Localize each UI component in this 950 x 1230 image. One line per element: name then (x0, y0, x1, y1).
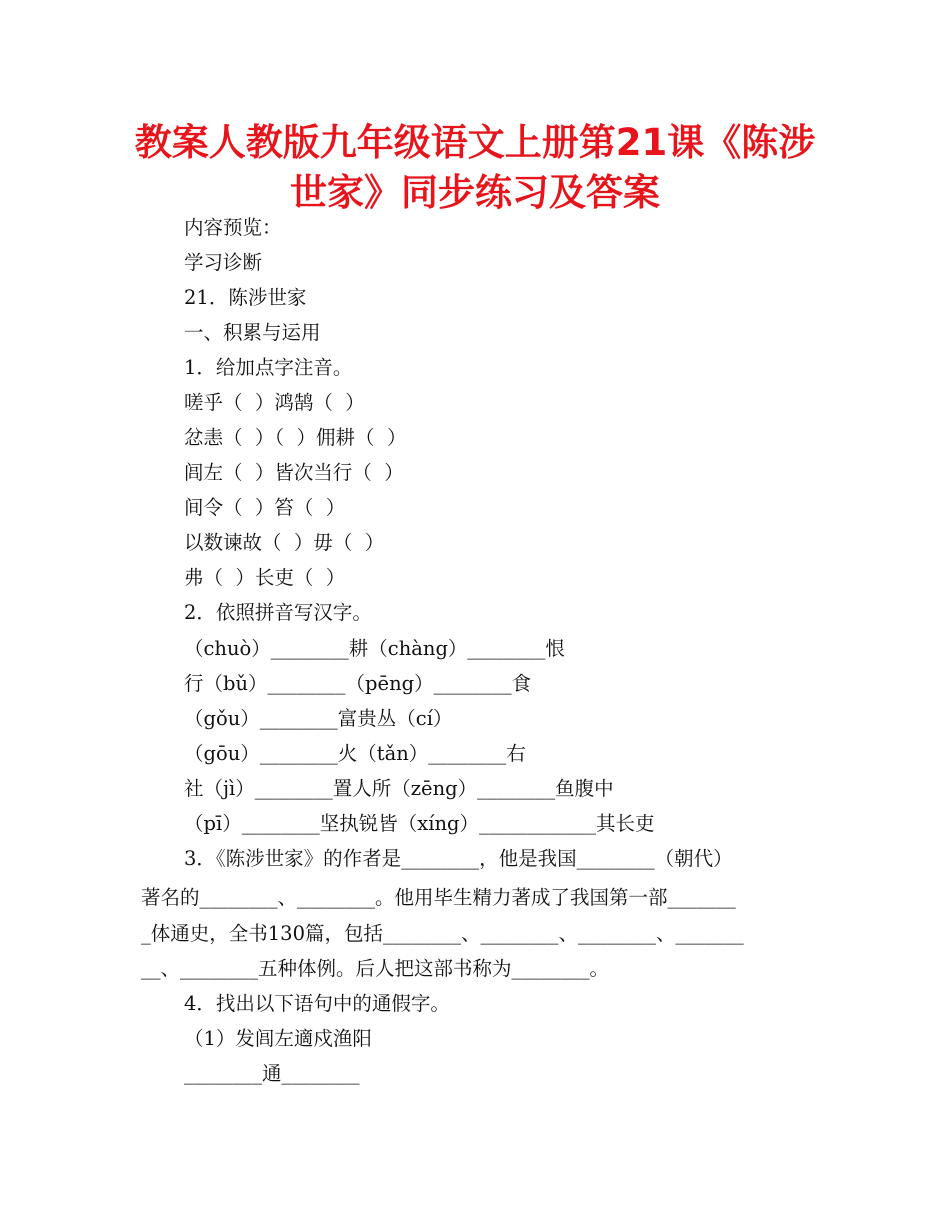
question-2-line: 社（jì）________置人所（zēng）________鱼腹中 (184, 777, 614, 800)
question-3: 3．《陈涉世家》的作者是________，他是我国________（朝代） (184, 847, 733, 870)
question-2-line: （pī）________坚执锐皆（xíng）____________其长吏 (184, 812, 655, 835)
question-4: 4．找出以下语句中的通假字。 (184, 992, 450, 1015)
question-2-line: （gōu）________火（tǎn）________右 (184, 742, 526, 765)
part-heading: 一、积累与运用 (184, 321, 321, 344)
question-2: 2．依照拼音写汉字。 (184, 601, 372, 624)
question-4-item: （1）发闾左適戍渔阳 (184, 1027, 372, 1050)
lesson-title: 21．陈涉世家 (184, 286, 307, 309)
question-1: 1．给加点字注音。 (184, 356, 353, 379)
question-3-line: __、________五种体例。后人把这部书称为________。 (141, 957, 610, 980)
question-2-line: （chuò）________耕（chàng）________恨 (184, 637, 565, 660)
question-1-line: 以数谏故（ ）毋（ ） (184, 531, 385, 554)
section-heading: 学习诊断 (184, 251, 263, 274)
question-1-line: 弗（ ）长吏（ ） (184, 566, 346, 589)
title-line-1: 教案人教版九年级语文上册第21课《陈涉 (134, 121, 816, 164)
question-4-answer: ________通________ (184, 1062, 360, 1085)
title-line-2: 世家》同步练习及答案 (290, 171, 660, 214)
question-1-line: 闾左（ ）皆次当行（ ） (184, 461, 404, 484)
question-1-line: 嗟乎（ ）鸿鹄（ ） (184, 391, 365, 414)
question-1-line: 间令（ ）笞（ ） (184, 496, 346, 519)
question-3-line: _体通史，全书130篇，包括________、________、________、_______ (141, 922, 744, 945)
question-2-line: 行（bǔ）________（pēng）________食 (184, 672, 532, 695)
question-3-line: 著名的________、________。他用毕生精力著成了我国第一部_______ (141, 886, 736, 909)
question-1-line: 忿恚（ ）（ ）佣耕（ ） (184, 426, 407, 449)
preview-label: 内容预览： (184, 216, 282, 239)
document-title (120, 118, 830, 218)
question-2-line: （gǒu）________富贵丛（cí） (184, 707, 453, 730)
